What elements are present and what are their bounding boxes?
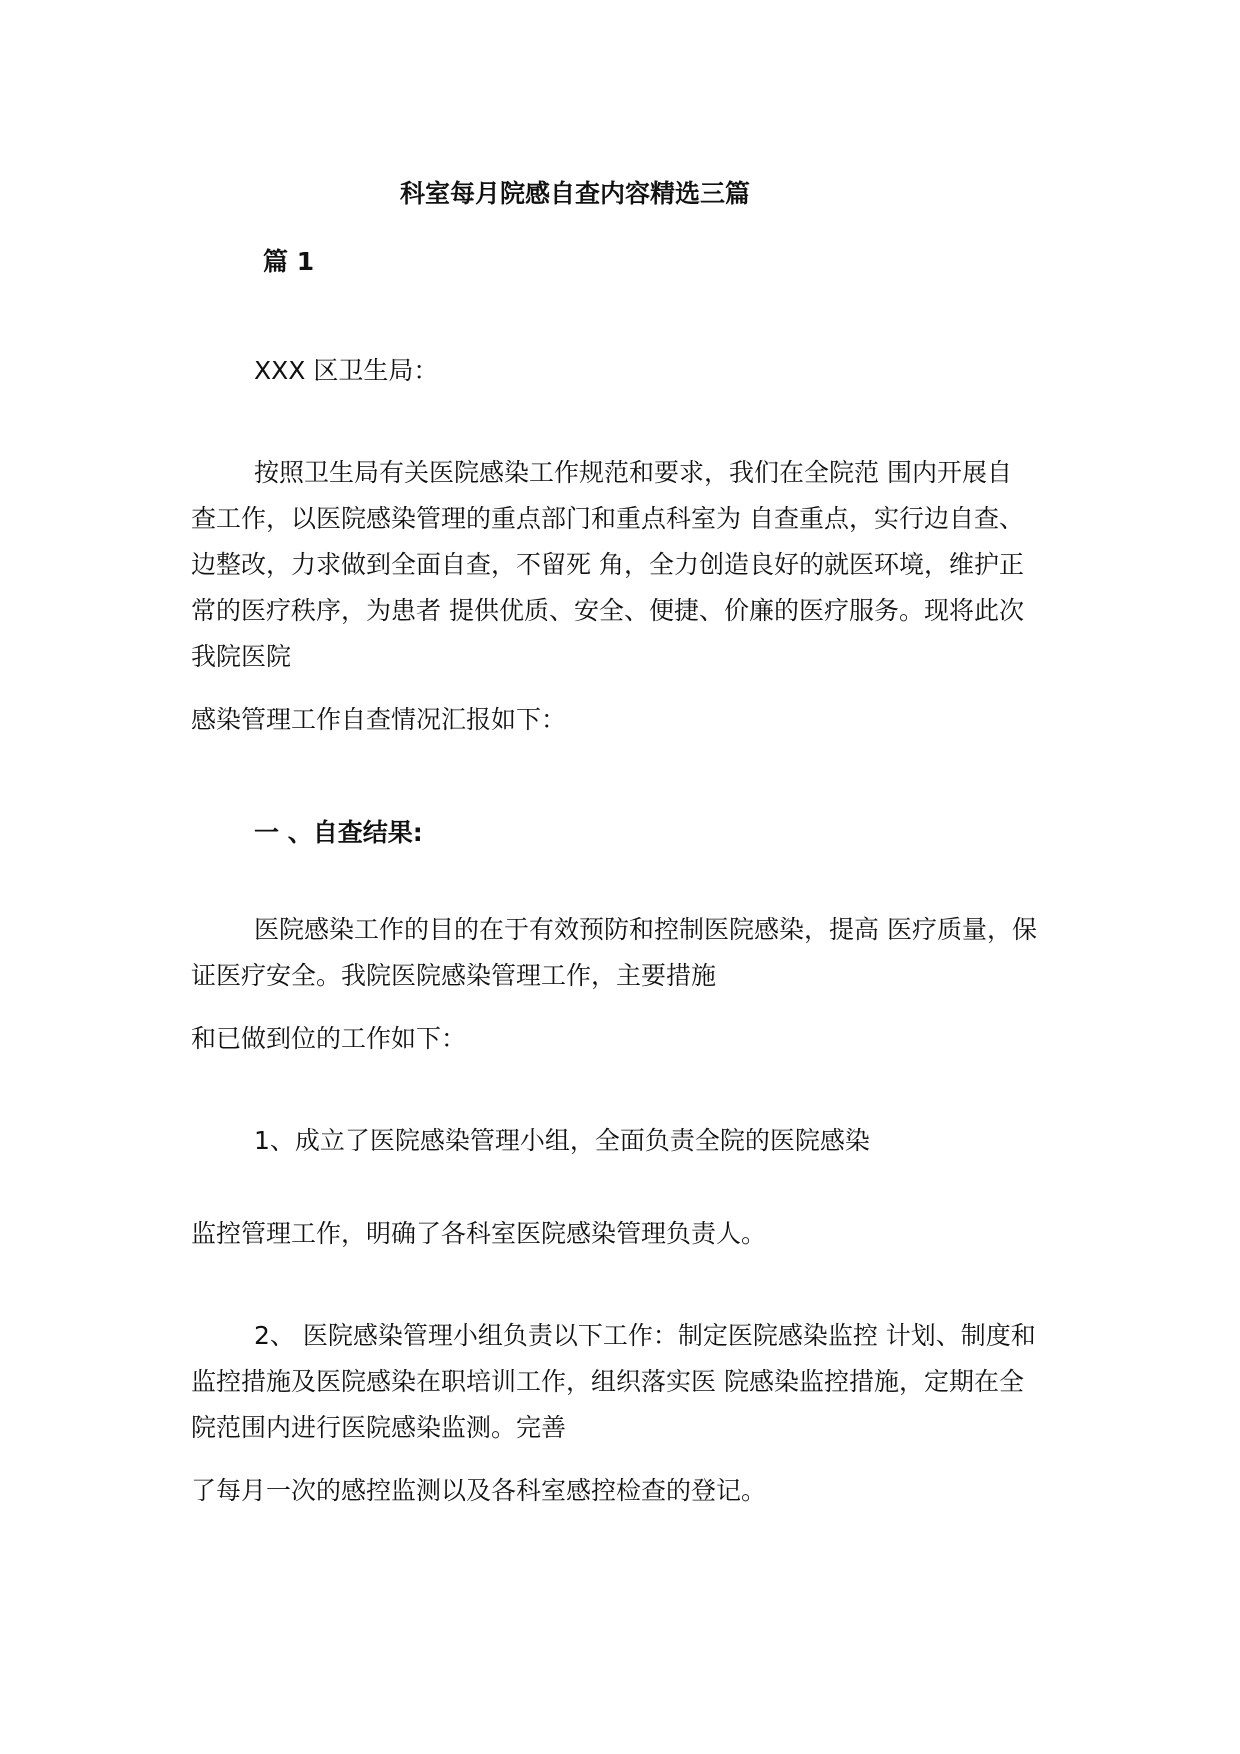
paragraph1-line-1: 按照卫生局有关医院感染工作规范和要求，我们在全院范 围内开展自 xyxy=(254,458,1012,487)
section-label: 篇 1 xyxy=(263,247,315,276)
item2-line-3: 院范围内进行医院感染监测。完善 xyxy=(191,1413,567,1442)
paragraph1-line-5: 我院医院 xyxy=(191,642,292,671)
item1-continuation: 监控管理工作，明确了各科室医院感染管理负责人。 xyxy=(191,1219,767,1248)
paragraph1-continuation: 感染管理工作自查情况汇报如下： xyxy=(191,705,567,734)
item2-line-1: 2、 医院感染管理小组负责以下工作：制定医院感染监控 计划、制度和 xyxy=(254,1321,1036,1350)
heading-self-check-results: 一 、自查结果: xyxy=(254,818,423,847)
paragraph2-line-1: 医院感染工作的目的在于有效预防和控制医院感染，提高 医疗质量，保 xyxy=(254,915,1037,944)
item1-line: 1、成立了医院感染管理小组，全面负责全院的医院感染 xyxy=(254,1126,870,1155)
item2-continuation: 了每月一次的感控监测以及各科室感控检查的登记。 xyxy=(191,1476,767,1505)
paragraph2-continuation: 和已做到位的工作如下： xyxy=(191,1024,467,1053)
paragraph2-line-2: 证医疗安全。我院医院感染管理工作，主要措施 xyxy=(191,961,717,990)
paragraph1-line-2: 查工作，以医院感染管理的重点部门和重点科室为 自查重点，实行边自查、 xyxy=(191,504,1024,533)
item2-line-2: 监控措施及医院感染在职培训工作，组织落实医 院感染监控措施，定期在全 xyxy=(191,1367,1024,1396)
paragraph1-line-4: 常的医疗秩序，为患者 提供优质、安全、便捷、价廉的医疗服务。现将此次 xyxy=(191,596,1024,625)
addressee: XXX 区卫生局： xyxy=(254,356,439,385)
document-title: 科室每月院感自查内容精选三篇 xyxy=(400,179,751,208)
paragraph1-line-3: 边整改，力求做到全面自查，不留死 角，全力创造良好的就医环境，维护正 xyxy=(191,550,1024,579)
